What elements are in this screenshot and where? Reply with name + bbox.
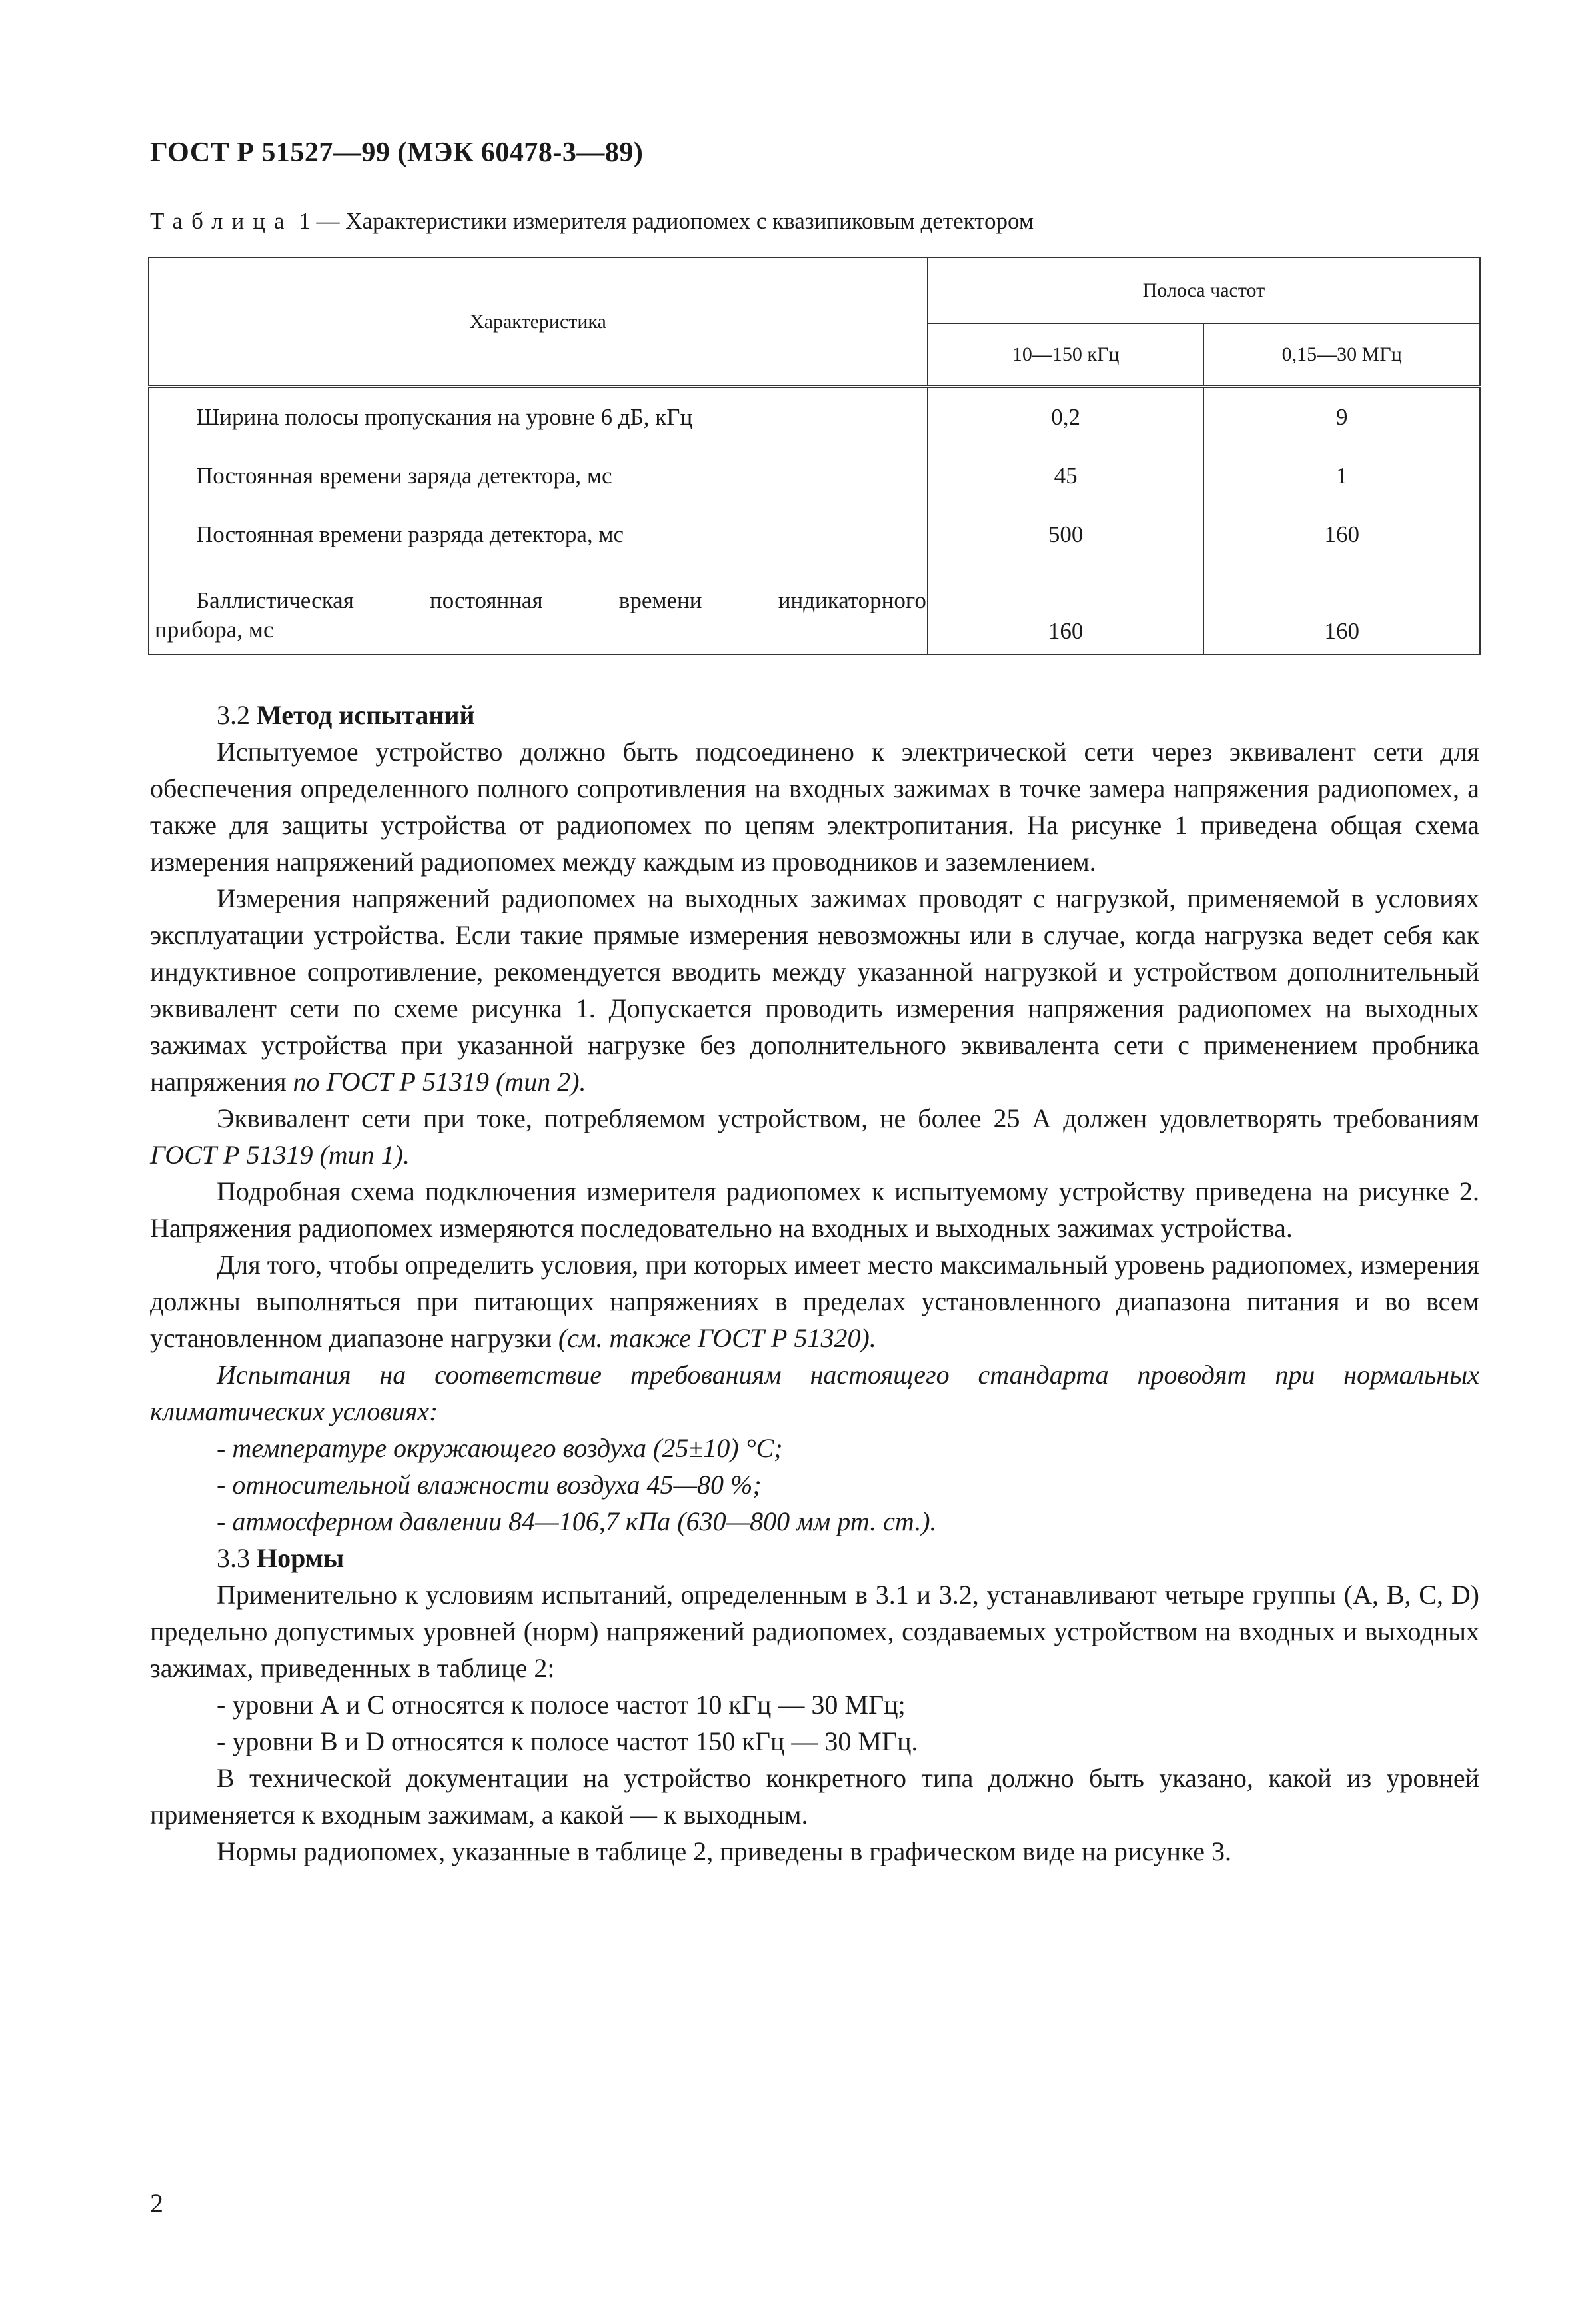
paragraph: В технической документации на устройство конкретного типа должно быть указано, какой из уровней применяется к входным зажимам, а какой — к выходным. <box>150 1763 1479 1830</box>
table-caption <box>150 208 1034 235</box>
paragraph <box>150 880 1479 1100</box>
row-label <box>149 564 928 655</box>
table-row <box>149 505 1480 564</box>
row-value-band1: 0,2 <box>928 387 1204 447</box>
table-caption-text: 1 — Характеристики измерителя радиопомех с квазипиковым детектором <box>293 208 1034 234</box>
section-3-3-heading <box>150 1540 1479 1576</box>
paragraph <box>150 1246 1479 1356</box>
row-label-line1: Баллистическая постоянная времени индикаторного <box>196 587 926 613</box>
row-value-band2: 1 <box>1203 447 1480 505</box>
paragraph: Испытуемое устройство должно быть подсоединено к электрической сети через эквивалент сети для обеспечения определенного полного сопротивления на входных зажимах в точке замера напряжения радиопомех, а также для защиты устройства от радиопомех по цепям электропитания. На рисунке 1 приведена общая схема измерения напряжений радиопомех между каждым из проводников и заземлением. <box>150 737 1479 877</box>
paragraph: Нормы радиопомех, указанные в таблице 2, приведены в графическом виде на рисунке 3. <box>217 1836 1232 1866</box>
row-label: Постоянная времени разряда детектора, мс <box>149 505 928 564</box>
reference-italic: (см. также ГОСТ Р 51320). <box>558 1323 876 1353</box>
row-value-band1: 500 <box>928 505 1204 564</box>
row-label: Ширина полосы пропускания на уровне 6 дБ, кГц <box>149 387 928 447</box>
document-header: ГОСТ Р 51527—99 (МЭК 60478-3—89) <box>150 137 644 168</box>
row-label-line2: прибора, мс <box>155 617 274 643</box>
row-value-band2: 160 <box>1203 505 1480 564</box>
table-row <box>149 564 1480 655</box>
document-body <box>150 697 1479 1870</box>
row-value-band1: 160 <box>928 564 1204 655</box>
table-row <box>149 447 1480 505</box>
table-row <box>149 387 1480 447</box>
condition-item: - атмосферном давлении 84—106,7 кПа (630—800 мм рт. ст.). <box>217 1506 937 1536</box>
list-item: - уровни В и D относятся к полосе частот 150 кГц — 30 МГц. <box>217 1726 918 1756</box>
row-value-band1: 45 <box>928 447 1204 505</box>
section-number: 3.2 <box>217 700 257 730</box>
paragraph <box>150 1100 1479 1173</box>
paragraph-italic: Испытания на соответствие требованиям настоящего стандарта проводят при нормальных климатических условиях: <box>150 1360 1479 1426</box>
reference-italic: ГОСТ Р 51319 (тип 1). <box>150 1140 410 1170</box>
header-band-015-30mhz: 0,15—30 МГц <box>1203 323 1480 387</box>
paragraph-text: Для того, чтобы определить условия, при которых имеет место максимальный уровень радиопомех, измерения должны выполняться при питающих напряжениях в пределах установленного диапазона питания и во всем установленном диапазоне нагрузки <box>150 1250 1479 1353</box>
section-title: Метод испытаний <box>257 700 475 730</box>
paragraph-text: Эквивалент сети при токе, потребляемом устройством, не более 25 А должен удовлетворять требованиям <box>217 1103 1479 1133</box>
header-characteristic: Характеристика <box>149 257 928 387</box>
paragraph-text: Измерения напряжений радиопомех на выходных зажимах проводят с нагрузкой, применяемой в условиях эксплуатации устройства. Если такие прямые измерения невозможны или в случае, когда нагрузка ведет себя как индуктивное сопротивление, рекомендуется вводить между указанной нагрузкой и устройством дополнительный эквивалент сети по схеме рисунка 1. Допускается проводить измерения напряжения радиопомех на выходных зажимах устройства при указанной нагрузке без дополнительного эквивалента сети с применением пробника напряжения <box>150 883 1479 1097</box>
section-3-2-heading <box>150 697 1479 733</box>
paragraph: Применительно к условиям испытаний, определенным в 3.1 и 3.2, устанавливают четыре группы (А, В, С, D) предельно допустимых уровней (норм) напряжений радиопомех, создаваемых устройством на входных и выходных зажимах, приведенных в таблице 2: <box>150 1580 1479 1683</box>
header-band-10-150khz: 10—150 кГц <box>928 323 1204 387</box>
condition-item: - относительной влажности воздуха 45—80 %; <box>217 1470 762 1500</box>
header-frequency-band: Полоса частот <box>928 257 1480 323</box>
characteristics-table <box>148 257 1481 655</box>
row-value-band2: 9 <box>1203 387 1480 447</box>
reference-italic: по ГОСТ Р 51319 (тип 2). <box>293 1067 586 1097</box>
page-number: 2 <box>150 2188 163 2218</box>
row-value-band2: 160 <box>1203 564 1480 655</box>
paragraph: Подробная схема подключения измерителя радиопомех к испытуемому устройству приведена на рисунке 2. Напряжения радиопомех измеряются последовательно на входных и выходных зажимах устройства. <box>150 1176 1479 1243</box>
condition-item: - температуре окружающего воздуха (25±10) °С; <box>217 1433 783 1463</box>
table-caption-label: Таблица <box>150 208 293 234</box>
list-item: - уровни А и С относятся к полосе частот 10 кГц — 30 МГц; <box>217 1690 906 1720</box>
section-title: Нормы <box>257 1543 345 1573</box>
section-number: 3.3 <box>217 1543 257 1573</box>
row-label: Постоянная времени заряда детектора, мс <box>149 447 928 505</box>
